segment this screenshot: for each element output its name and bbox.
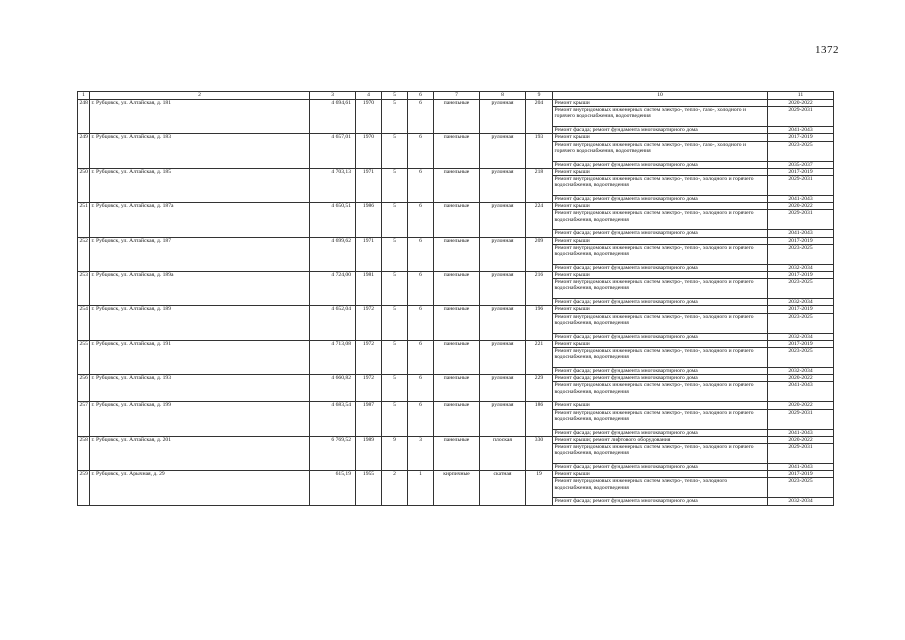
wall-material-cell: панельные	[434, 203, 480, 237]
work-type-cell: Ремонт крыши	[553, 306, 768, 313]
work-period-cell: 2017-2019	[768, 306, 834, 313]
floors-cell: 5	[382, 340, 408, 374]
work-type-cell: Ремонт фасада; ремонт фундамента многоквартирного дома	[553, 230, 768, 237]
work-period-cell: 2023-2025	[768, 478, 834, 498]
residents-cell: 216	[526, 272, 553, 306]
work-type-cell: Ремонт фасада; ремонт фундамента многоквартирного дома	[553, 333, 768, 340]
work-period-cell: 2032-2034	[768, 299, 834, 306]
work-period-cell: 2041-2043	[768, 382, 834, 402]
entrances-cell: 6	[408, 402, 434, 436]
residents-cell: 229	[526, 375, 553, 402]
floors-cell: 5	[382, 306, 408, 340]
work-period-cell: 2029-2031	[768, 107, 834, 127]
work-type-cell: Ремонт крыши	[553, 134, 768, 141]
work-type-cell: Ремонт внутридомовых инженерных систем электро-, тепло-, холодного и горячего водоснабжения, водоотведения	[553, 176, 768, 196]
wall-material-cell: панельные	[434, 272, 480, 306]
row-number-cell: 259	[78, 471, 90, 505]
total-area-cell: 615,19	[310, 471, 356, 505]
build-year-cell: 1972	[356, 340, 382, 374]
work-type-cell: Ремонт внутридомовых инженерных систем электро-, тепло-, газо-, холодного и горячего водоснабжения, водоотведения	[553, 107, 768, 127]
entrances-cell: 6	[408, 134, 434, 168]
column-number-5: 5	[382, 92, 408, 100]
table-row	[78, 375, 834, 382]
work-period-cell: 2032-2034	[768, 368, 834, 375]
floors-cell: 5	[382, 168, 408, 202]
build-year-cell: 1971	[356, 168, 382, 202]
work-period-cell: 2029-2031	[768, 176, 834, 196]
work-period-cell: 2023-2025	[768, 348, 834, 368]
column-number-3: 3	[310, 92, 356, 100]
column-number-row	[78, 92, 834, 100]
work-period-cell: 2029-2031	[768, 409, 834, 429]
table-row	[78, 237, 834, 244]
roof-type-cell: рулонная	[480, 134, 526, 168]
row-number-cell: 255	[78, 340, 90, 374]
work-period-cell: 2020-2022	[768, 203, 834, 210]
work-type-cell: Ремонт крыши; ремонт лифтового оборудования	[553, 436, 768, 443]
work-period-cell: 2017-2019	[768, 471, 834, 478]
floors-cell: 5	[382, 272, 408, 306]
row-number-cell: 254	[78, 306, 90, 340]
roof-type-cell: рулонная	[480, 306, 526, 340]
work-period-cell: 2035-2037	[768, 161, 834, 168]
total-area-cell: 4 699,62	[310, 237, 356, 271]
floors-cell: 5	[382, 237, 408, 271]
residents-cell: 218	[526, 168, 553, 202]
build-year-cell: 1971	[356, 237, 382, 271]
work-type-cell: Ремонт крыши	[553, 272, 768, 279]
table-row	[78, 340, 834, 347]
total-area-cell: 4 703,13	[310, 168, 356, 202]
column-number-11: 11	[768, 92, 834, 100]
work-type-cell: Ремонт крыши	[553, 237, 768, 244]
floors-cell: 5	[382, 375, 408, 402]
work-type-cell: Ремонт крыши	[553, 402, 768, 409]
work-type-cell: Ремонт фасада; ремонт фундамента многоквартирного дома	[553, 464, 768, 471]
table-row	[78, 436, 834, 443]
table-row	[78, 134, 834, 141]
work-period-cell: 2023-2025	[768, 141, 834, 161]
roof-type-cell: рулонная	[480, 168, 526, 202]
work-period-cell: 2032-2034	[768, 498, 834, 505]
work-period-cell: 2041-2043	[768, 429, 834, 436]
work-period-cell: 2032-2034	[768, 333, 834, 340]
entrances-cell: 6	[408, 306, 434, 340]
work-type-cell: Ремонт фасада; ремонт фундамента многоквартирного дома	[553, 127, 768, 134]
floors-cell: 5	[382, 203, 408, 237]
wall-material-cell: панельные	[434, 402, 480, 436]
work-type-cell: Ремонт крыши	[553, 100, 768, 107]
wall-material-cell: панельные	[434, 436, 480, 470]
table-row	[78, 402, 834, 409]
table-row	[78, 306, 834, 313]
address-cell: г. Рубцовск, ул. Алтайская, д. 183	[90, 134, 310, 168]
work-period-cell: 2029-2031	[768, 210, 834, 230]
work-period-cell: 2017-2019	[768, 272, 834, 279]
build-year-cell: 1972	[356, 375, 382, 402]
roof-type-cell: скатная	[480, 471, 526, 505]
work-type-cell: Ремонт внутридомовых инженерных систем электро-, тепло-, холодного и горячего водоснабжения, водоотведения	[553, 210, 768, 230]
work-type-cell: Ремонт внутридомовых инженерных систем электро-, тепло-, холодного и горячего водоснабжения, водоотведения	[553, 313, 768, 333]
residents-cell: 224	[526, 203, 553, 237]
entrances-cell: 6	[408, 100, 434, 134]
work-type-cell: Ремонт крыши	[553, 340, 768, 347]
work-type-cell: Ремонт фасада; ремонт фундамента многоквартирного дома	[553, 498, 768, 505]
address-cell: г. Рубцовск, ул. Алтайская, д. 201	[90, 436, 310, 470]
work-type-cell: Ремонт внутридомовых инженерных систем электро-, тепло-, холодного и горячего водоснабжения, водоотведения	[553, 444, 768, 464]
work-period-cell: 2020-2022	[768, 436, 834, 443]
roof-type-cell: рулонная	[480, 237, 526, 271]
work-period-cell: 2029-2031	[768, 444, 834, 464]
work-period-cell: 2041-2043	[768, 196, 834, 203]
wall-material-cell: панельные	[434, 237, 480, 271]
floors-cell: 2	[382, 471, 408, 505]
address-cell: г. Рубцовск, ул. Алтайская, д. 189а	[90, 272, 310, 306]
entrances-cell: 1	[408, 471, 434, 505]
work-period-cell: 2020-2022	[768, 100, 834, 107]
table-row	[78, 471, 834, 478]
residents-cell: 186	[526, 402, 553, 436]
total-area-cell: 4 713,08	[310, 340, 356, 374]
table-row	[78, 168, 834, 175]
work-period-cell: 2017-2019	[768, 134, 834, 141]
address-cell: г. Рубцовск, ул. Алтайская, д. 185	[90, 168, 310, 202]
column-number-8: 8	[480, 92, 526, 100]
work-period-cell: 2017-2019	[768, 340, 834, 347]
roof-type-cell: рулонная	[480, 100, 526, 134]
table-row	[78, 100, 834, 107]
entrances-cell: 3	[408, 436, 434, 470]
address-cell: г. Рубцовск, ул. Арычная, д. 29	[90, 471, 310, 505]
work-period-cell: 2017-2019	[768, 237, 834, 244]
row-number-cell: 249	[78, 134, 90, 168]
floors-cell: 5	[382, 134, 408, 168]
residents-cell: 19	[526, 471, 553, 505]
address-cell: г. Рубцовск, ул. Алтайская, д. 187а	[90, 203, 310, 237]
work-period-cell: 2023-2025	[768, 279, 834, 299]
work-type-cell: Ремонт фасада; ремонт фундамента многоквартирного дома	[553, 368, 768, 375]
column-number-4: 4	[356, 92, 382, 100]
build-year-cell: 1989	[356, 436, 382, 470]
wall-material-cell: панельные	[434, 134, 480, 168]
total-area-cell: 4 657,01	[310, 134, 356, 168]
build-year-cell: 1972	[356, 306, 382, 340]
floors-cell: 5	[382, 402, 408, 436]
roof-type-cell: рулонная	[480, 203, 526, 237]
address-cell: г. Рубцовск, ул. Алтайская, д. 193	[90, 375, 310, 402]
work-type-cell: Ремонт внутридомовых инженерных систем электро-, тепло-, холодного и горячего водоснабжения, водоотведения	[553, 348, 768, 368]
wall-material-cell: панельные	[434, 100, 480, 134]
floors-cell: 9	[382, 436, 408, 470]
total-area-cell: 6 769,52	[310, 436, 356, 470]
total-area-cell: 4 694,61	[310, 100, 356, 134]
entrances-cell: 6	[408, 237, 434, 271]
residents-cell: 193	[526, 134, 553, 168]
work-period-cell: 2041-2043	[768, 464, 834, 471]
work-type-cell: Ремонт внутридомовых инженерных систем электро-, тепло-, холодного и горячего водоснабжения, водоотведения	[553, 382, 768, 402]
work-type-cell: Ремонт фасада; ремонт фундамента многоквартирного дома	[553, 299, 768, 306]
work-period-cell: 2020-2022	[768, 402, 834, 409]
work-type-cell: Ремонт фасада; ремонт фундамента многоквартирного дома	[553, 196, 768, 203]
roof-type-cell: рулонная	[480, 402, 526, 436]
floors-cell: 5	[382, 100, 408, 134]
total-area-cell: 4 652,04	[310, 306, 356, 340]
address-cell: г. Рубцовск, ул. Алтайская, д. 191	[90, 340, 310, 374]
build-year-cell: 1986	[356, 203, 382, 237]
column-number-7: 7	[434, 92, 480, 100]
row-number-cell: 253	[78, 272, 90, 306]
row-number-cell: 248	[78, 100, 90, 134]
row-number-cell: 256	[78, 375, 90, 402]
column-number-10: 10	[553, 92, 768, 100]
wall-material-cell: панельные	[434, 375, 480, 402]
work-period-cell: 2023-2025	[768, 313, 834, 333]
wall-material-cell: кирпичные	[434, 471, 480, 505]
work-type-cell: Ремонт внутридомовых инженерных систем электро-, тепло-, холодного и горячего водоснабжения, водоотведения	[553, 409, 768, 429]
table-row	[78, 272, 834, 279]
column-number-6: 6	[408, 92, 434, 100]
column-number-2: 2	[90, 92, 310, 100]
table-row	[78, 203, 834, 210]
row-number-cell: 258	[78, 436, 90, 470]
page-number: 1372	[815, 44, 839, 56]
work-period-cell: 2017-2019	[768, 168, 834, 175]
residents-cell: 221	[526, 340, 553, 374]
work-type-cell: Ремонт внутридомовых инженерных систем электро-, тепло-, холодного и горячего водоснабжения, водоотведения	[553, 244, 768, 264]
residents-cell: 330	[526, 436, 553, 470]
wall-material-cell: панельные	[434, 168, 480, 202]
roof-type-cell: рулонная	[480, 272, 526, 306]
roof-type-cell: рулонная	[480, 375, 526, 402]
residents-cell: 196	[526, 306, 553, 340]
build-year-cell: 1955	[356, 471, 382, 505]
work-type-cell: Ремонт внутридомовых инженерных систем электро-, тепло-, газо-, холодного и горячего водоснабжения, водоотведения	[553, 141, 768, 161]
address-cell: г. Рубцовск, ул. Алтайская, д. 199	[90, 402, 310, 436]
column-number-9: 9	[526, 92, 553, 100]
residents-cell: 204	[526, 100, 553, 134]
wall-material-cell: панельные	[434, 340, 480, 374]
work-type-cell: Ремонт внутридомовых инженерных систем электро-, тепло-, холодного и горячего водоснабжения, водоотведения	[553, 279, 768, 299]
work-type-cell: Ремонт фасада; ремонт фундамента многоквартирного дома	[553, 429, 768, 436]
entrances-cell: 6	[408, 340, 434, 374]
row-number-cell: 257	[78, 402, 90, 436]
residents-cell: 209	[526, 237, 553, 271]
column-number-1: 1	[78, 92, 90, 100]
work-period-cell: 2041-2043	[768, 230, 834, 237]
total-area-cell: 4 660,82	[310, 375, 356, 402]
work-period-cell: 2023-2025	[768, 244, 834, 264]
entrances-cell: 6	[408, 203, 434, 237]
work-type-cell: Ремонт крыши	[553, 471, 768, 478]
work-type-cell: Ремонт внутридомовых инженерных систем электро-, тепло-, холодного водоснабжения, водоотведения	[553, 478, 768, 498]
build-year-cell: 1970	[356, 134, 382, 168]
build-year-cell: 1987	[356, 402, 382, 436]
work-type-cell: Ремонт крыши	[553, 168, 768, 175]
total-area-cell: 4 683,54	[310, 402, 356, 436]
work-type-cell: Ремонт крыши	[553, 203, 768, 210]
roof-type-cell: плоская	[480, 436, 526, 470]
address-cell: г. Рубцовск, ул. Алтайская, д. 181	[90, 100, 310, 134]
work-type-cell: Ремонт фасада; ремонт фундамента многоквартирного дома	[553, 161, 768, 168]
work-type-cell: Ремонт фасада; ремонт фундамента многоквартирного дома	[553, 375, 768, 382]
work-type-cell: Ремонт фасада; ремонт фундамента многоквартирного дома	[553, 264, 768, 271]
total-area-cell: 4 650,51	[310, 203, 356, 237]
entrances-cell: 6	[408, 375, 434, 402]
address-cell: г. Рубцовск, ул. Алтайская, д. 187	[90, 237, 310, 271]
work-period-cell: 2020-2022	[768, 375, 834, 382]
row-number-cell: 252	[78, 237, 90, 271]
address-cell: г. Рубцовск, ул. Алтайская, д. 189	[90, 306, 310, 340]
row-number-cell: 251	[78, 203, 90, 237]
wall-material-cell: панельные	[434, 306, 480, 340]
work-period-cell: 2032-2034	[768, 264, 834, 271]
row-number-cell: 250	[78, 168, 90, 202]
roof-type-cell: рулонная	[480, 340, 526, 374]
entrances-cell: 6	[408, 168, 434, 202]
total-area-cell: 4 724,00	[310, 272, 356, 306]
build-year-cell: 1970	[356, 100, 382, 134]
entrances-cell: 6	[408, 272, 434, 306]
work-period-cell: 2041-2043	[768, 127, 834, 134]
build-year-cell: 1981	[356, 272, 382, 306]
housing-register-table	[77, 91, 834, 506]
